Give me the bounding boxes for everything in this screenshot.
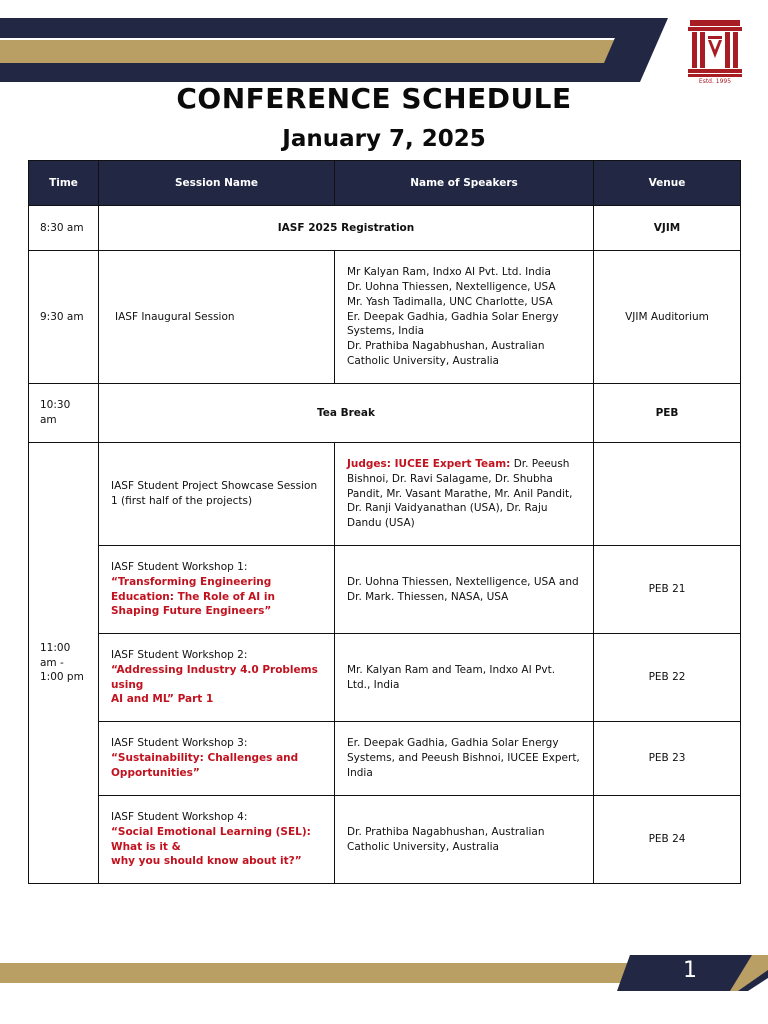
session-cell: Tea Break <box>99 384 594 443</box>
header-time: Time <box>29 161 99 206</box>
session-cell <box>99 634 335 722</box>
speakers-cell <box>335 251 594 384</box>
speaker-line: Er. Deepak Gadhia, Gadhia Solar Energy Systems, India <box>347 310 559 338</box>
footer-decorative-band <box>0 950 768 995</box>
session-topic-line: why you should know about it?” <box>111 855 302 868</box>
table-row <box>29 546 741 634</box>
table-row <box>29 206 741 251</box>
logo-caption: Estd. 1995 <box>698 78 732 85</box>
page-title: CONFERENCE SCHEDULE <box>176 82 572 115</box>
speakers-cell: Er. Deepak Gadhia, Gadhia Solar Energy Systems, and Peeush Bishnoi, IUCEE Expert, India <box>335 722 594 796</box>
table-row <box>29 634 741 722</box>
header-decorative-band <box>0 0 768 90</box>
speaker-line: Mr Kalyan Ram, Indxo AI Pvt. Ltd. India <box>347 266 551 279</box>
time-cell: 8:30 am <box>29 206 99 251</box>
venue-cell: PEB 21 <box>594 546 741 634</box>
schedule-table <box>28 160 741 884</box>
venue-cell: PEB <box>594 384 741 443</box>
speaker-line: Dr. Uohna Thiessen, Nextelligence, USA <box>347 281 556 293</box>
table-row <box>29 443 741 546</box>
session-topic: “Sustainability: Challenges and Opportunities” <box>111 752 299 779</box>
venue-cell <box>594 443 741 546</box>
time-cell: 11:00 am - 1:00 pm <box>29 443 99 884</box>
judges-names: Dr. Peeush Bishnoi, Dr. Ravi Salagame, Dr. Shubha Pandit, Mr. Vasant Marathe, Mr. Anil Pandit, Dr. Ranji Vaidyanathan (USA), Dr. Raju Dandu (USA) <box>347 458 573 530</box>
header-venue: Venue <box>594 161 741 206</box>
session-topic-line: AI and ML” Part 1 <box>111 693 214 706</box>
session-label: IASF Student Workshop 2: <box>111 648 248 661</box>
session-cell: IASF Inaugural Session <box>99 251 335 384</box>
judges-label: Judges: IUCEE Expert Team: <box>347 458 511 470</box>
time-cell: 10:30 am <box>29 384 99 443</box>
venue-cell: PEB 22 <box>594 634 741 722</box>
venue-cell: PEB 24 <box>594 796 741 884</box>
session-topic-line: “Addressing Industry 4.0 Problems using <box>111 663 318 691</box>
speakers-cell: Mr. Kalyan Ram and Team, Indxo AI Pvt. Ltd., India <box>335 634 594 722</box>
session-topic-line: “Social Emotional Learning (SEL): What is it & <box>111 825 311 853</box>
session-cell: IASF Student Project Showcase Session 1 (first half of the projects) <box>99 443 335 546</box>
session-topic: “Transforming Engineering Education: The Role of AI in Shaping Future Engineers” <box>111 575 275 618</box>
institute-logo <box>684 18 746 86</box>
venue-cell: VJIM <box>594 206 741 251</box>
speakers-cell <box>335 443 594 546</box>
speakers-cell: Dr. Uohna Thiessen, Nextelligence, USA and Dr. Mark. Thiessen, NASA, USA <box>335 546 594 634</box>
session-cell <box>99 546 335 634</box>
table-row <box>29 722 741 796</box>
schedule-date: January 7, 2025 <box>282 126 486 152</box>
header-speakers: Name of Speakers <box>335 161 594 206</box>
session-cell: IASF 2025 Registration <box>99 206 594 251</box>
session-label: IASF Student Workshop 1: <box>111 560 248 573</box>
speaker-line: Dr. Prathiba Nagabhushan, Australian Catholic University, Australia <box>347 340 545 367</box>
table-header-row <box>29 161 741 206</box>
venue-cell: VJIM Auditorium <box>594 251 741 384</box>
page-number: 1 <box>683 958 697 983</box>
session-cell <box>99 796 335 884</box>
table-row <box>29 796 741 884</box>
time-cell: 9:30 am <box>29 251 99 384</box>
table-row <box>29 384 741 443</box>
table-row <box>29 251 741 384</box>
header-session: Session Name <box>99 161 335 206</box>
session-label: IASF Student Workshop 3: <box>111 737 248 750</box>
speaker-line: Mr. Yash Tadimalla, UNC Charlotte, USA <box>347 295 553 308</box>
session-label: IASF Student Workshop 4: <box>111 810 248 823</box>
session-cell <box>99 722 335 796</box>
speakers-cell: Dr. Prathiba Nagabhushan, Australian Catholic University, Australia <box>335 796 594 884</box>
venue-cell: PEB 23 <box>594 722 741 796</box>
